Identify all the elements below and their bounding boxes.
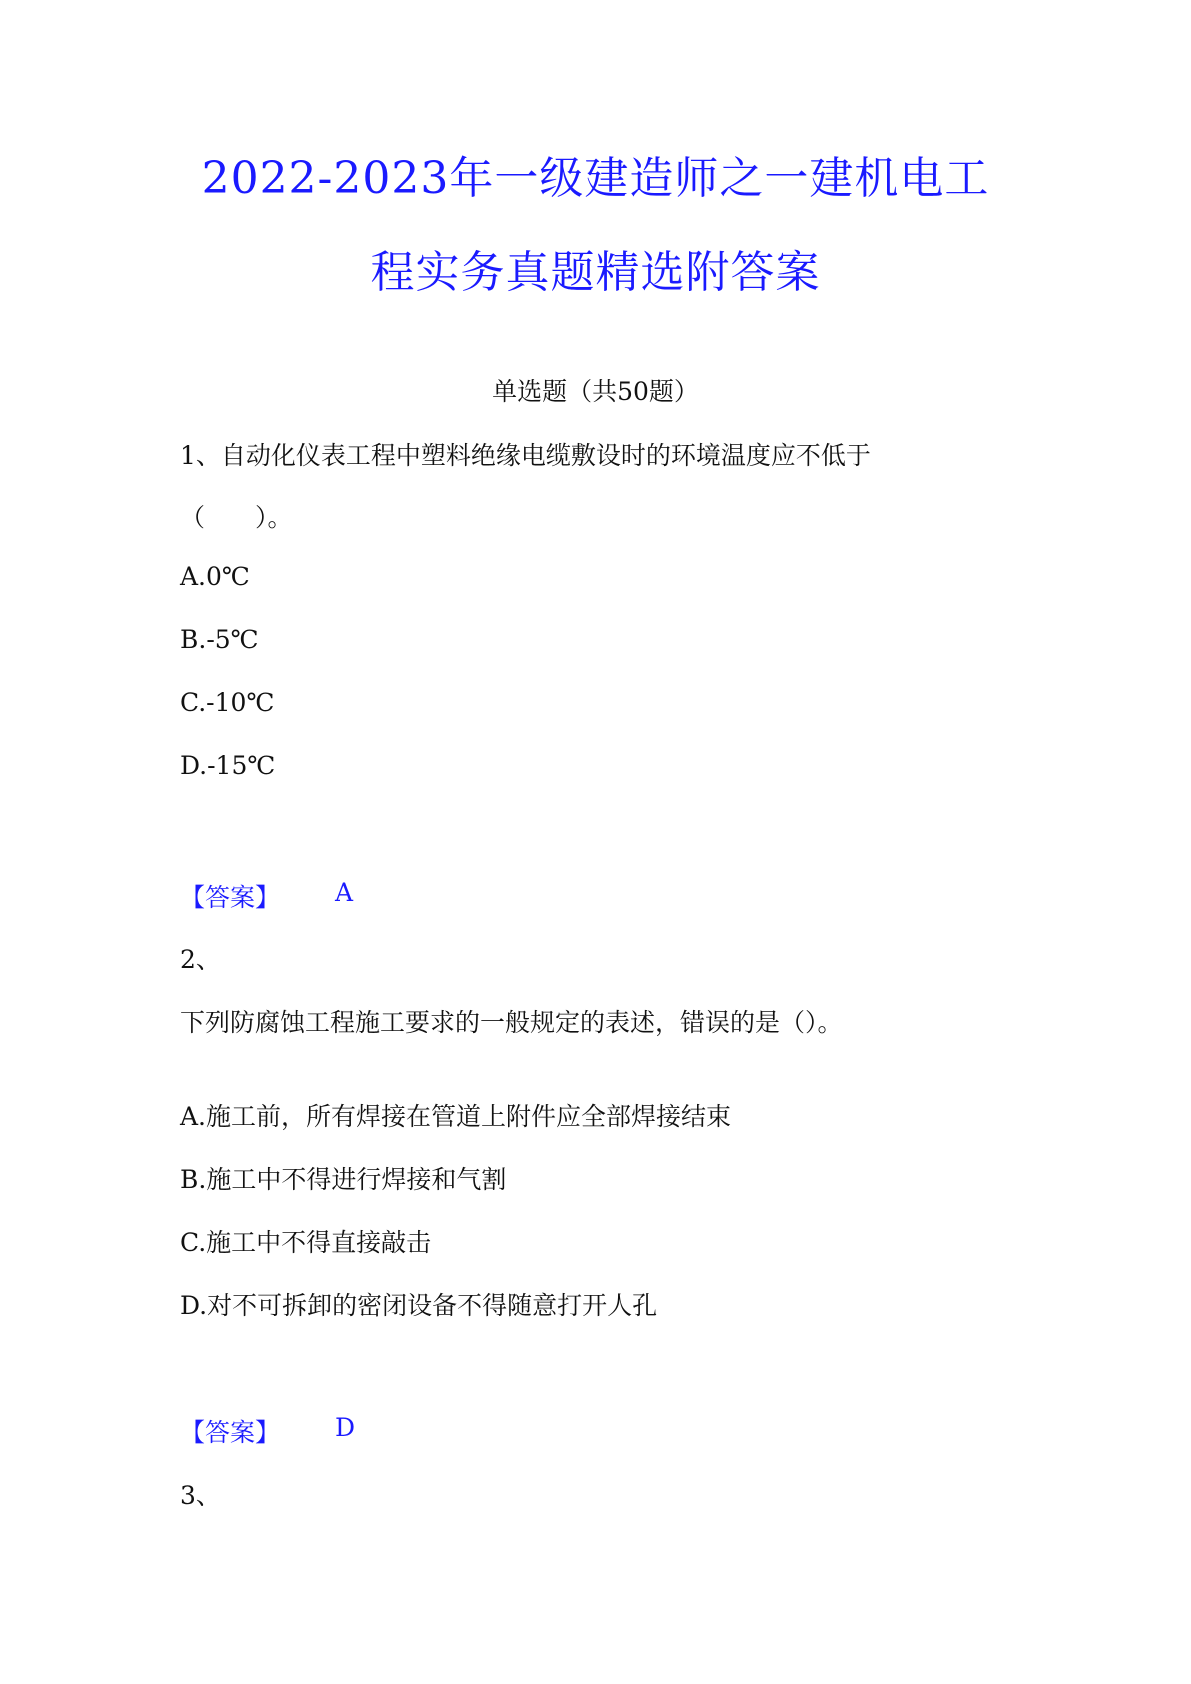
question-1-option-d: D.-15℃ (180, 751, 276, 780)
answer-value: D (335, 1413, 356, 1442)
question-2-option-c: C.施工中不得直接敲击 (180, 1228, 432, 1257)
question-2-stem: 下列防腐蚀工程施工要求的一般规定的表述，错误的是（）。 (180, 1008, 843, 1037)
document-title-line-1: 2022-2023年一级建造师之一建机电工 (201, 153, 990, 204)
document-title-line-2: 程实务真题精选附答案 (370, 247, 821, 298)
question-2-number: 2、 (180, 945, 221, 974)
question-3-number: 3、 (180, 1481, 221, 1510)
answer-label: 【答案】 (180, 1418, 281, 1447)
question-2-option-b: B.施工中不得进行焊接和气割 (180, 1165, 507, 1194)
section-heading: 单选题（共50题） (492, 377, 699, 406)
question-1-stem-line-1: 1、自动化仪表工程中塑料绝缘电缆敷设时的环境温度应不低于 (180, 441, 871, 470)
question-1-option-c: C.-10℃ (180, 688, 275, 717)
question-2-answer (180, 1413, 356, 1449)
answer-value: A (335, 878, 354, 907)
question-1-answer (180, 878, 354, 914)
question-2-option-d: D.对不可拆卸的密闭设备不得随意打开人孔 (180, 1291, 658, 1320)
question-1-stem-line-2: （ ）。 (180, 503, 293, 532)
question-2-option-a: A.施工前，所有焊接在管道上附件应全部焊接结束 (180, 1102, 732, 1131)
question-1-option-b: B.-5℃ (180, 625, 259, 654)
question-1-option-a: A.0℃ (180, 562, 250, 591)
answer-label: 【答案】 (180, 883, 281, 912)
